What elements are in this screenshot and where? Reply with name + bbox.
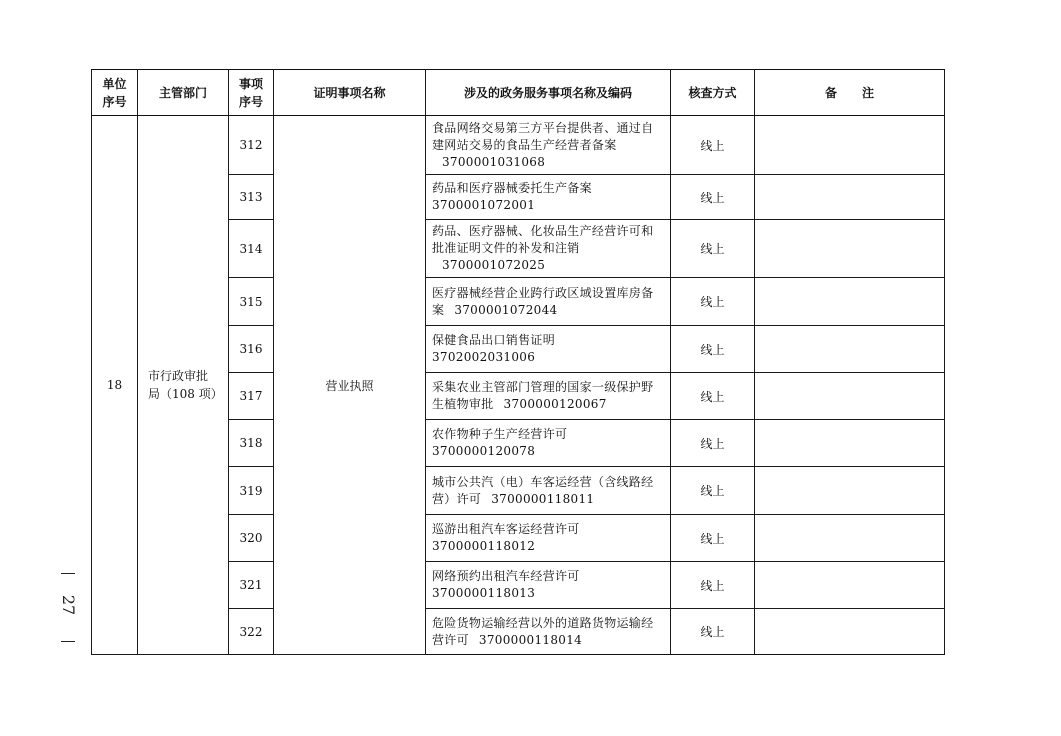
check-method-cell: 线上 bbox=[671, 373, 755, 420]
service-name-cell bbox=[426, 515, 671, 562]
page-number-dash-top bbox=[61, 573, 75, 574]
service-code: 3700000118012 bbox=[432, 539, 536, 553]
service-name-cell bbox=[426, 562, 671, 609]
check-method-cell: 线上 bbox=[671, 326, 755, 373]
header-service-name: 涉及的政务服务事项名称及编码 bbox=[426, 70, 671, 116]
header-remarks: 备 注 bbox=[755, 70, 945, 116]
header-cert-name: 证明事项名称 bbox=[274, 70, 426, 116]
service-code: 3700001072001 bbox=[432, 198, 536, 212]
item-number-cell: 319 bbox=[229, 467, 274, 515]
service-name-text: 采集农业主管部门管理的国家一级保护野生植物审批 bbox=[432, 380, 654, 411]
page-number-dash-bottom bbox=[61, 641, 75, 642]
item-number-cell: 321 bbox=[229, 562, 274, 609]
item-number-cell: 317 bbox=[229, 373, 274, 420]
service-code: 3700001031068 bbox=[442, 154, 546, 169]
service-name-text: 城市公共汽（电）车客运经营（含线路经营）许可 bbox=[432, 474, 654, 506]
service-name-cell bbox=[426, 373, 671, 420]
remarks-cell bbox=[755, 373, 945, 420]
service-name-cell bbox=[426, 609, 671, 655]
department-cell: 市行政审批局（108 项） bbox=[138, 116, 229, 655]
item-number-cell: 315 bbox=[229, 278, 274, 326]
service-name-text: 保健食品出口销售证明 bbox=[432, 333, 556, 347]
header-check-method: 核查方式 bbox=[671, 70, 755, 116]
check-method-cell: 线上 bbox=[671, 175, 755, 220]
page-number: 27 bbox=[48, 565, 88, 655]
service-code: 3700000118013 bbox=[432, 586, 536, 600]
header-unit-no: 单位 序号 bbox=[92, 70, 138, 116]
service-name-text: 危险货物运输经营以外的道路货物运输经营许可 bbox=[432, 615, 654, 647]
item-number-cell: 318 bbox=[229, 420, 274, 467]
service-name-cell bbox=[426, 278, 671, 326]
check-method-cell: 线上 bbox=[671, 515, 755, 562]
service-name-cell bbox=[426, 467, 671, 515]
service-name-text: 药品和医疗器械委托生产备案 bbox=[432, 181, 592, 195]
remarks-cell bbox=[755, 609, 945, 655]
service-name-text: 医疗器械经营企业跨行政区域设置库房备案 bbox=[432, 285, 654, 317]
certification-name-cell: 营业执照 bbox=[274, 116, 426, 655]
service-code: 3700001072025 bbox=[442, 258, 546, 272]
check-method-cell: 线上 bbox=[671, 562, 755, 609]
item-number-cell: 316 bbox=[229, 326, 274, 373]
service-name-cell bbox=[426, 116, 671, 175]
service-name-text: 药品、医疗器械、化妆品生产经营许可和批准证明文件的补发和注销 bbox=[432, 224, 654, 255]
service-name-text: 食品网络交易第三方平台提供者、通过自建网站交易的食品生产经营者备案 bbox=[432, 120, 654, 152]
check-method-cell: 线上 bbox=[671, 467, 755, 515]
service-name-cell bbox=[426, 420, 671, 467]
header-row bbox=[92, 70, 945, 116]
check-method-cell: 线上 bbox=[671, 609, 755, 655]
check-method-cell: 线上 bbox=[671, 220, 755, 278]
service-code: 3702002031006 bbox=[432, 350, 536, 364]
check-method-cell: 线上 bbox=[671, 420, 755, 467]
remarks-cell bbox=[755, 220, 945, 278]
certification-items-table bbox=[91, 69, 945, 655]
service-name-text: 巡游出租汽车客运经营许可 bbox=[432, 522, 580, 536]
service-code: 3700000120067 bbox=[503, 397, 607, 411]
item-number-cell: 312 bbox=[229, 116, 274, 175]
unit-number-cell: 18 bbox=[92, 116, 138, 655]
item-number-cell: 314 bbox=[229, 220, 274, 278]
remarks-cell bbox=[755, 326, 945, 373]
header-item-no: 事项 序号 bbox=[229, 70, 274, 116]
item-number-cell: 322 bbox=[229, 609, 274, 655]
service-name-text: 网络预约出租汽车经营许可 bbox=[432, 569, 580, 583]
table-row bbox=[92, 116, 945, 175]
remarks-cell bbox=[755, 278, 945, 326]
remarks-cell bbox=[755, 420, 945, 467]
remarks-cell bbox=[755, 562, 945, 609]
item-number-cell: 313 bbox=[229, 175, 274, 220]
service-name-text: 农作物种子生产经营许可 bbox=[432, 427, 568, 441]
remarks-cell bbox=[755, 515, 945, 562]
item-number-cell: 320 bbox=[229, 515, 274, 562]
service-name-cell bbox=[426, 326, 671, 373]
service-code: 3700001072044 bbox=[454, 302, 558, 317]
service-name-cell bbox=[426, 220, 671, 278]
check-method-cell: 线上 bbox=[671, 278, 755, 326]
remarks-cell bbox=[755, 116, 945, 175]
header-department: 主管部门 bbox=[138, 70, 229, 116]
remarks-cell bbox=[755, 175, 945, 220]
service-code: 3700000118011 bbox=[491, 491, 595, 506]
service-name-cell bbox=[426, 175, 671, 220]
check-method-cell: 线上 bbox=[671, 116, 755, 175]
service-code: 3700000120078 bbox=[432, 444, 536, 458]
service-code: 3700000118014 bbox=[478, 632, 583, 647]
remarks-cell bbox=[755, 467, 945, 515]
